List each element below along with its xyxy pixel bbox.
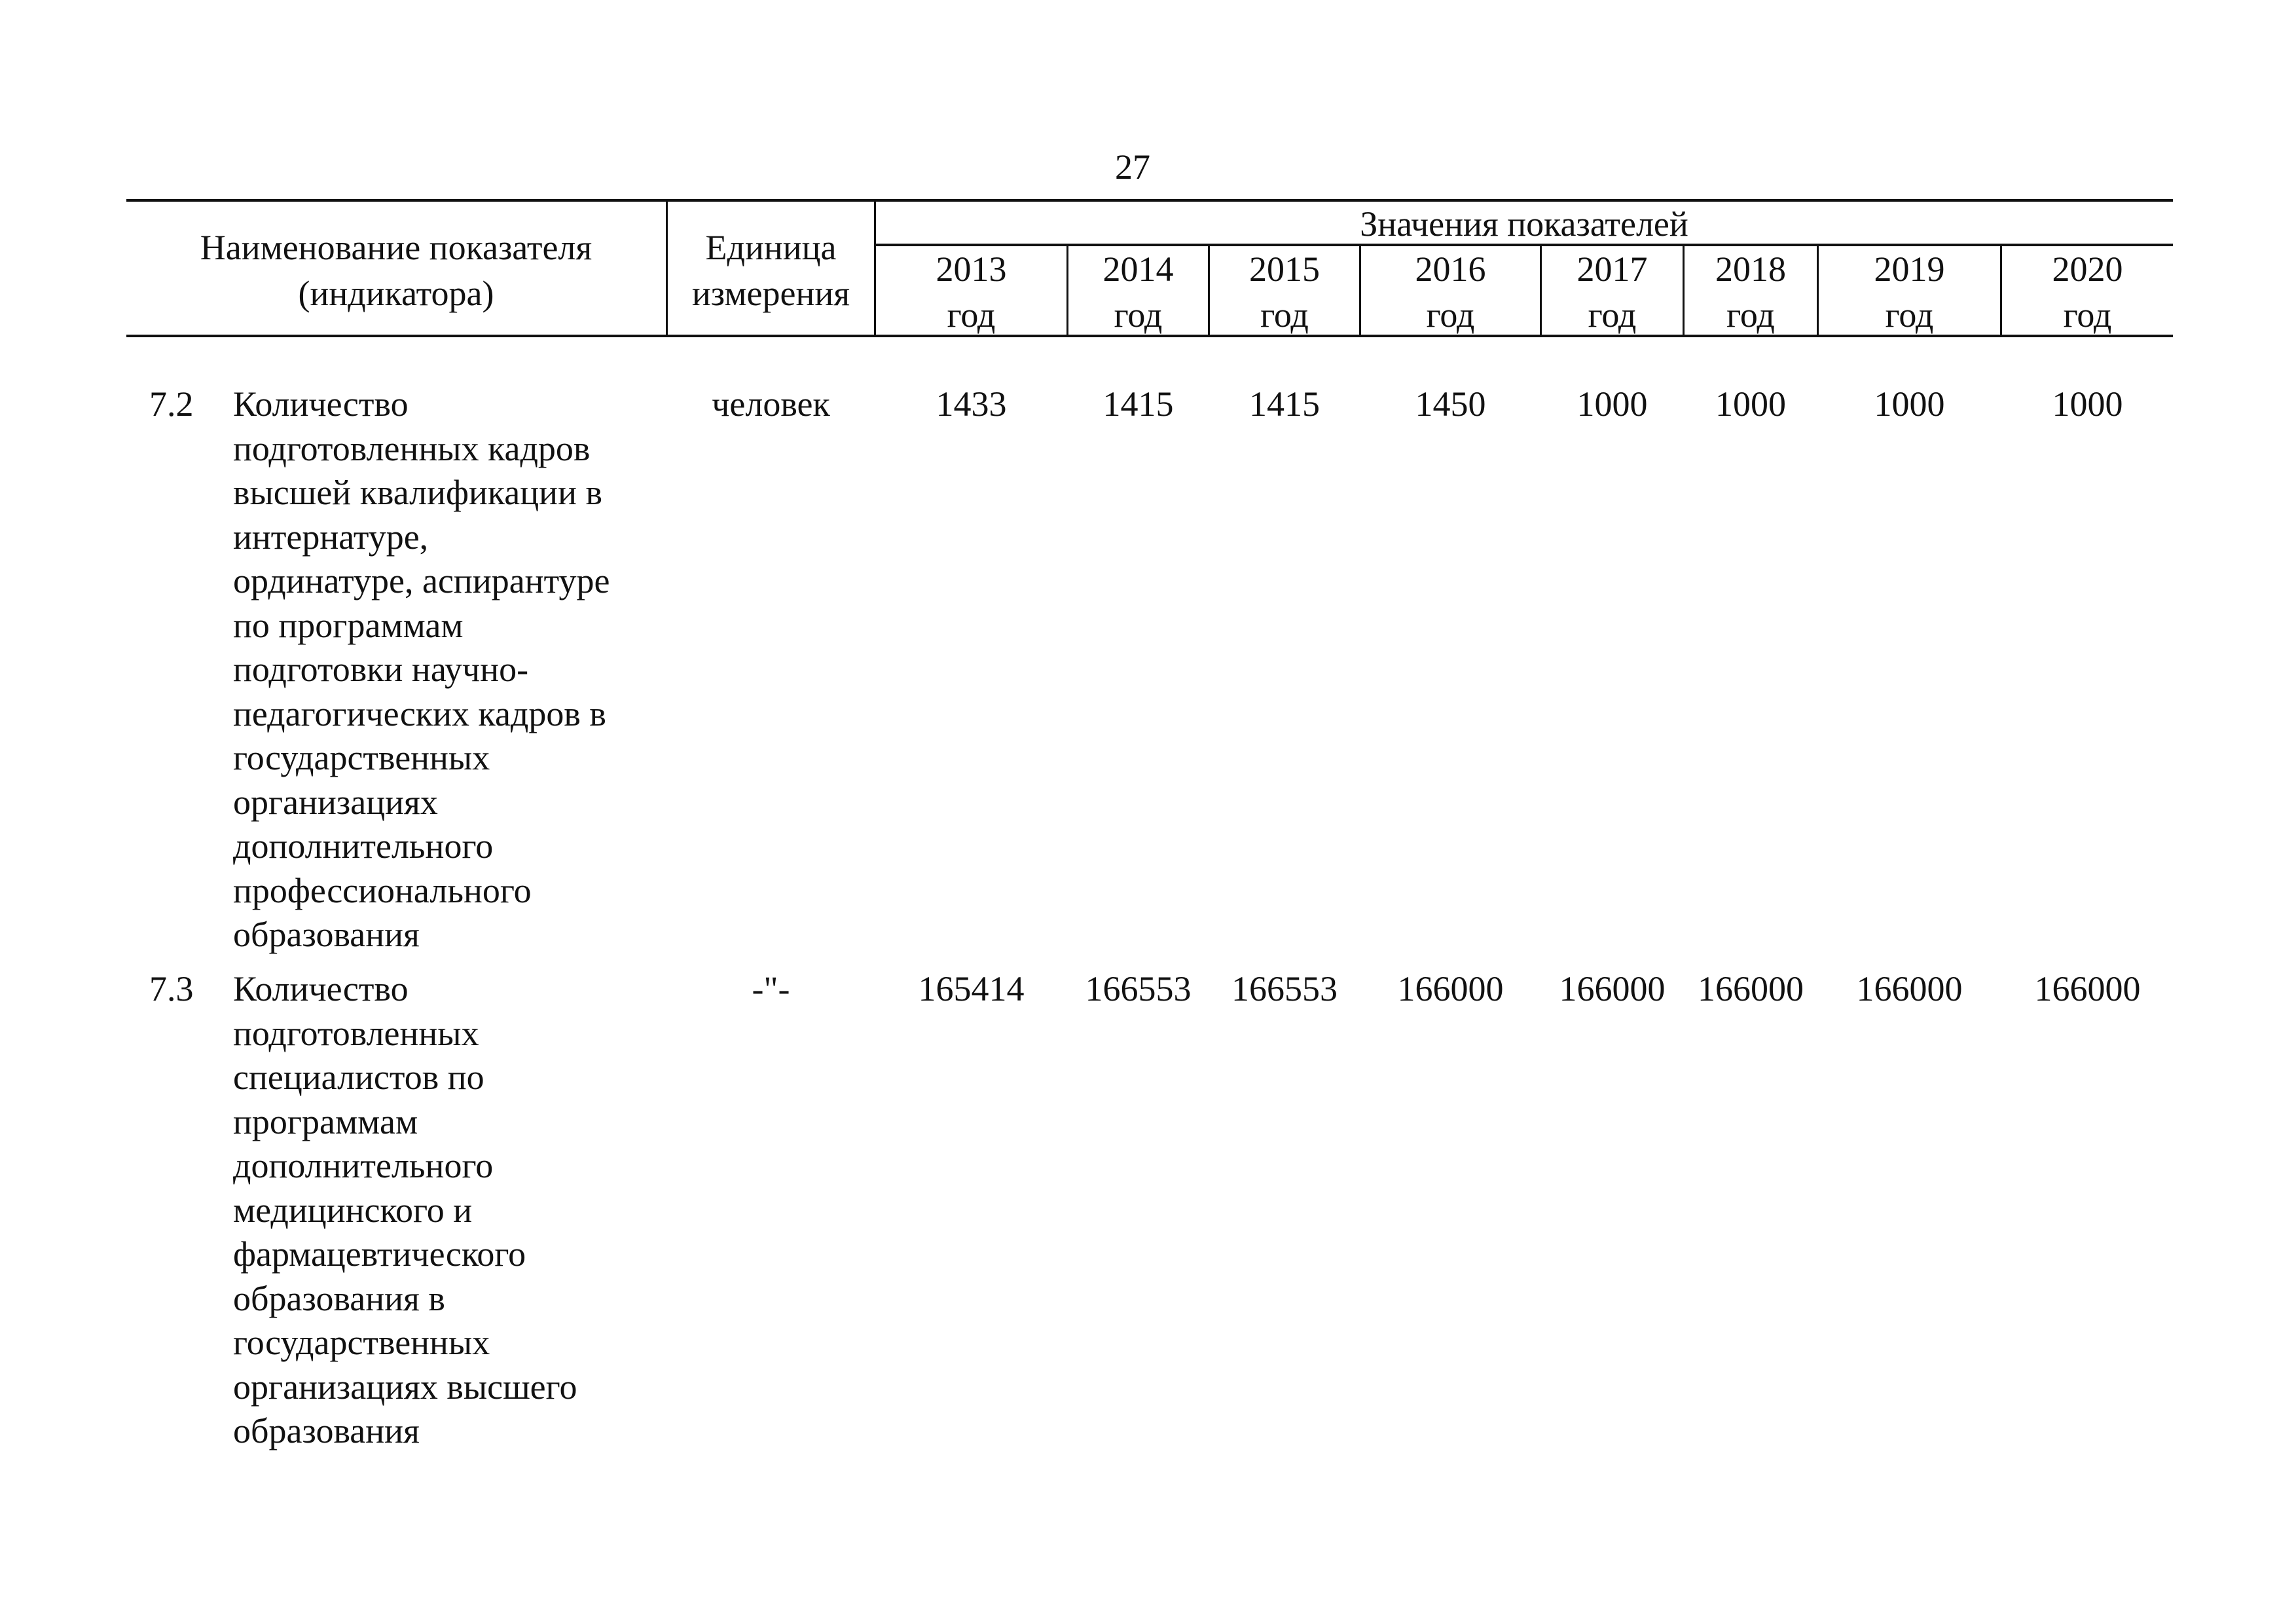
- year-label: год: [1885, 295, 1934, 335]
- header-unit-line-2: измерения: [691, 274, 850, 313]
- indicator-line: по программам: [233, 605, 464, 645]
- value-2013: 165414: [918, 969, 1025, 1008]
- header-indicator-name: [128, 225, 665, 316]
- indicator-line: государственных: [233, 1323, 490, 1362]
- year-label: год: [947, 295, 996, 335]
- header-unit: [668, 225, 874, 316]
- value-2015: 166553: [1231, 969, 1338, 1008]
- value-2014: 1415: [1102, 384, 1174, 424]
- indicator-line: интернатуре,: [233, 517, 429, 557]
- year-number: 2016: [1415, 249, 1486, 289]
- indicator-name: [233, 382, 665, 957]
- row-number: 7.2: [149, 384, 194, 424]
- indicator-line: подготовки научно-: [233, 650, 529, 689]
- value-2017: 166000: [1559, 969, 1666, 1008]
- header-year-2020: [2002, 246, 2173, 338]
- year-number: 2013: [936, 249, 1007, 289]
- header-indicator-name-line-1: Наименование показателя: [200, 228, 592, 267]
- indicator-line: образования в: [233, 1278, 445, 1318]
- year-number: 2014: [1102, 249, 1174, 289]
- value-2018: 1000: [1715, 384, 1786, 424]
- indicator-line: фармацевтического: [233, 1234, 526, 1274]
- header-year-2018: [1685, 246, 1817, 338]
- indicator-line: специалистов по: [233, 1058, 484, 1097]
- year-label: год: [1726, 295, 1775, 335]
- header-year-2017: [1542, 246, 1683, 338]
- header-year-2013: [876, 246, 1066, 338]
- value-2014: 166553: [1085, 969, 1192, 1008]
- indicator-line: организациях высшего: [233, 1367, 577, 1407]
- value-2020: 1000: [2052, 384, 2123, 424]
- indicator-line: дополнительного: [233, 826, 494, 866]
- header-year-2016: [1361, 246, 1540, 338]
- indicator-line: высшей квалификации в: [233, 473, 602, 512]
- header-indicator-name-line-2: (индикатора): [298, 274, 494, 313]
- year-number: 2020: [2052, 249, 2123, 289]
- value-2016: 166000: [1397, 969, 1504, 1008]
- unit-value: человек: [712, 384, 830, 424]
- page-number: 27: [1115, 147, 1150, 187]
- indicator-line: педагогических кадров в: [233, 693, 606, 733]
- header-year-2019: [1819, 246, 2000, 338]
- header-year-2015: [1210, 246, 1359, 338]
- indicator-line: образования: [233, 915, 420, 954]
- year-label: год: [1114, 295, 1163, 335]
- year-label: год: [1426, 295, 1475, 335]
- value-2015: 1415: [1249, 384, 1320, 424]
- year-number: 2015: [1249, 249, 1320, 289]
- header-year-2014: [1068, 246, 1208, 338]
- indicator-name: [233, 967, 665, 1454]
- value-2018: 166000: [1698, 969, 1804, 1008]
- year-number: 2017: [1576, 249, 1648, 289]
- year-label: год: [1588, 295, 1637, 335]
- header-values-group: Значения показателей: [1360, 204, 1688, 244]
- year-label: год: [1260, 295, 1309, 335]
- indicator-line: государственных: [233, 738, 490, 777]
- indicator-line: Количество: [233, 384, 409, 424]
- header-unit-line-1: Единица: [705, 228, 837, 267]
- year-label: год: [2063, 295, 2112, 335]
- year-number: 2019: [1874, 249, 1945, 289]
- unit-value: -"-: [752, 969, 790, 1008]
- indicator-line: подготовленных кадров: [233, 428, 591, 468]
- indicator-line: профессионального: [233, 870, 532, 910]
- value-2020: 166000: [2034, 969, 2141, 1008]
- indicator-line: Количество: [233, 969, 409, 1008]
- value-2019: 1000: [1874, 384, 1945, 424]
- indicator-line: дополнительного: [233, 1146, 494, 1185]
- value-2013: 1433: [936, 384, 1007, 424]
- year-number: 2018: [1715, 249, 1786, 289]
- indicator-line: ординатуре, аспирантуре: [233, 561, 610, 600]
- value-2019: 166000: [1856, 969, 1963, 1008]
- indicator-line: организациях: [233, 782, 438, 822]
- indicator-line: программам: [233, 1101, 418, 1141]
- row-number: 7.3: [149, 969, 194, 1008]
- value-2016: 1450: [1415, 384, 1486, 424]
- indicator-line: подготовленных: [233, 1013, 479, 1053]
- indicator-line: образования: [233, 1411, 420, 1450]
- value-2017: 1000: [1576, 384, 1648, 424]
- indicator-line: медицинского и: [233, 1190, 473, 1230]
